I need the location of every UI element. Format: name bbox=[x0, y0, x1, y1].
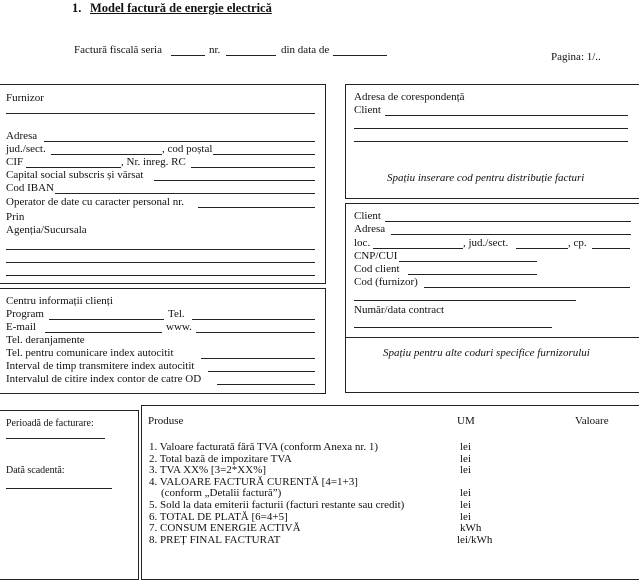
correspondence-client-label: Client bbox=[354, 104, 381, 116]
product-row-label: 3. TVA XX% [3=2*XX%] bbox=[149, 464, 267, 477]
product-row-um: lei bbox=[460, 510, 471, 523]
client-district-label: , jud./sect. bbox=[463, 237, 509, 249]
due-date-label: Dată scadentă: bbox=[6, 465, 65, 476]
supplier-capital-label: Capital social subscris și vărsat bbox=[6, 169, 144, 181]
correspondence-client-field[interactable] bbox=[385, 115, 628, 116]
supplier-cif-field[interactable] bbox=[26, 167, 121, 168]
supplier-name-field[interactable] bbox=[6, 113, 315, 114]
invoice-date-label: din data de bbox=[281, 44, 330, 56]
supplier-operator-field[interactable] bbox=[198, 207, 315, 208]
billing-period-field[interactable] bbox=[6, 438, 105, 439]
invoice-date-field[interactable] bbox=[333, 55, 387, 56]
info-center-title: Centru informații clienți bbox=[6, 295, 113, 307]
client-field[interactable] bbox=[385, 221, 631, 222]
due-date-field[interactable] bbox=[6, 488, 112, 489]
invoice-nr-label: nr. bbox=[209, 44, 221, 56]
client-loc-label: loc. bbox=[354, 237, 371, 249]
od-interval-field[interactable] bbox=[217, 384, 315, 385]
supplier-district-field[interactable] bbox=[51, 154, 162, 155]
invoice-series-label: Factură fiscală seria bbox=[74, 44, 162, 56]
supplier-code-label: Cod (furnizor) bbox=[354, 276, 418, 288]
correspondence-title: Adresa de corespondență bbox=[354, 91, 465, 103]
distribution-code-note: Spațiu inserare cod pentru distribuție facturi bbox=[387, 172, 585, 184]
product-row-label: 4. VALOARE FACTURĂ CURENTĂ [4=1+3] bbox=[149, 475, 358, 488]
self-read-interval-field[interactable] bbox=[208, 371, 315, 372]
client-district-field[interactable] bbox=[516, 248, 568, 249]
email-label: E-mail bbox=[6, 321, 36, 333]
product-row-label: 8. PREȚ FINAL FACTURAT bbox=[149, 533, 281, 546]
products-header: Produse bbox=[148, 415, 184, 427]
product-row-label: 2. Total bază de impozitare TVA bbox=[149, 452, 292, 465]
tel-field[interactable] bbox=[192, 319, 315, 320]
invoice-series-field[interactable] bbox=[171, 55, 205, 56]
product-row-um: lei bbox=[460, 499, 471, 511]
client-address-label: Adresa bbox=[354, 223, 386, 235]
product-row-um: kWh bbox=[460, 522, 482, 535]
client-cp-field[interactable] bbox=[592, 248, 630, 249]
client-cnp-label: CNP/CUI bbox=[354, 250, 398, 262]
client-box-divider bbox=[345, 337, 639, 338]
contract-field[interactable] bbox=[354, 327, 552, 328]
product-row-label: (conform „Detalii factură”) bbox=[161, 487, 282, 500]
supplier-agency-label: Agenția/Sucursala bbox=[6, 224, 87, 236]
faults-phone-label: Tel. deranjamente bbox=[6, 334, 85, 346]
supplier-title: Furnizor bbox=[6, 92, 44, 104]
client-address-field[interactable] bbox=[391, 234, 631, 235]
supplier-codes-note: Spațiu pentru alte coduri specifice furnizorului bbox=[383, 347, 590, 359]
supplier-district-label: jud./sect. bbox=[6, 143, 46, 155]
client-extra-line[interactable] bbox=[354, 300, 576, 301]
supplier-capital-field[interactable] bbox=[154, 180, 315, 181]
product-row-label: 5. Sold la data emiterii facturii (facturi restante sau credit) bbox=[149, 499, 405, 511]
product-row-label: 7. CONSUM ENERGIE ACTIVĂ bbox=[149, 522, 301, 535]
supplier-postal-field[interactable] bbox=[213, 154, 315, 155]
correspondence-line-3[interactable] bbox=[354, 141, 628, 142]
self-read-interval-label: Interval de timp transmitere index autocitit bbox=[6, 360, 195, 372]
supplier-reg-field[interactable] bbox=[191, 167, 315, 168]
billing-period-label: Perioadă de facturare: bbox=[6, 418, 94, 429]
page-number: Pagina: 1/.. bbox=[551, 51, 601, 63]
www-field[interactable] bbox=[196, 332, 315, 333]
client-cp-label: , cp. bbox=[568, 237, 587, 249]
supplier-extra-line-3[interactable] bbox=[6, 275, 315, 276]
section-number: 1. bbox=[72, 1, 82, 15]
program-label: Program bbox=[6, 308, 44, 320]
product-row-um: lei/kWh bbox=[457, 533, 493, 546]
supplier-address-field[interactable] bbox=[44, 141, 315, 142]
supplier-prin-label: Prin bbox=[6, 211, 25, 223]
product-row-label: 1. Valoare facturată fără TVA (conform Anexa nr. 1) bbox=[149, 441, 379, 453]
product-row-um: lei bbox=[460, 452, 471, 465]
product-row-um: lei bbox=[460, 441, 471, 453]
supplier-iban-label: Cod IBAN bbox=[6, 182, 54, 194]
contract-label: Număr/data contract bbox=[354, 304, 445, 316]
supplier-cif-label: CIF bbox=[6, 156, 24, 168]
value-header: Valoare bbox=[575, 415, 609, 427]
client-loc-field[interactable] bbox=[373, 248, 463, 249]
email-field[interactable] bbox=[45, 332, 162, 333]
self-read-phone-field[interactable] bbox=[201, 358, 315, 359]
correspondence-line-2[interactable] bbox=[354, 128, 628, 129]
client-box bbox=[345, 203, 639, 393]
supplier-postal-label: , cod poștal bbox=[162, 143, 213, 155]
supplier-address-label: Adresa bbox=[6, 130, 38, 142]
client-cnp-field[interactable] bbox=[399, 261, 537, 262]
supplier-reg-label: , Nr. inreg. RC bbox=[121, 156, 186, 168]
um-header: UM bbox=[457, 415, 475, 427]
program-field[interactable] bbox=[49, 319, 164, 320]
client-code-label: Cod client bbox=[354, 263, 400, 275]
product-row-um: lei bbox=[460, 487, 471, 500]
supplier-extra-line-1[interactable] bbox=[6, 249, 315, 250]
self-read-phone-label: Tel. pentru comunicare index autocitit bbox=[6, 347, 174, 359]
product-row-um: lei bbox=[460, 464, 471, 477]
invoice-nr-field[interactable] bbox=[226, 55, 276, 56]
client-code-field[interactable] bbox=[408, 274, 537, 275]
od-interval-label: Intervalul de citire index contor de catre OD bbox=[6, 373, 202, 385]
product-row-label: 6. TOTAL DE PLATĂ [6=4+5] bbox=[149, 510, 288, 523]
supplier-operator-label: Operator de date cu caracter personal nr. bbox=[6, 196, 185, 208]
tel-label: Tel. bbox=[168, 308, 185, 320]
supplier-iban-field[interactable] bbox=[55, 193, 315, 194]
client-label: Client bbox=[354, 210, 381, 222]
supplier-extra-line-2[interactable] bbox=[6, 262, 315, 263]
www-label: www. bbox=[166, 321, 192, 333]
supplier-code-field[interactable] bbox=[424, 287, 630, 288]
page-title: Model factură de energie electrică bbox=[90, 1, 272, 15]
billing-box bbox=[0, 410, 139, 580]
